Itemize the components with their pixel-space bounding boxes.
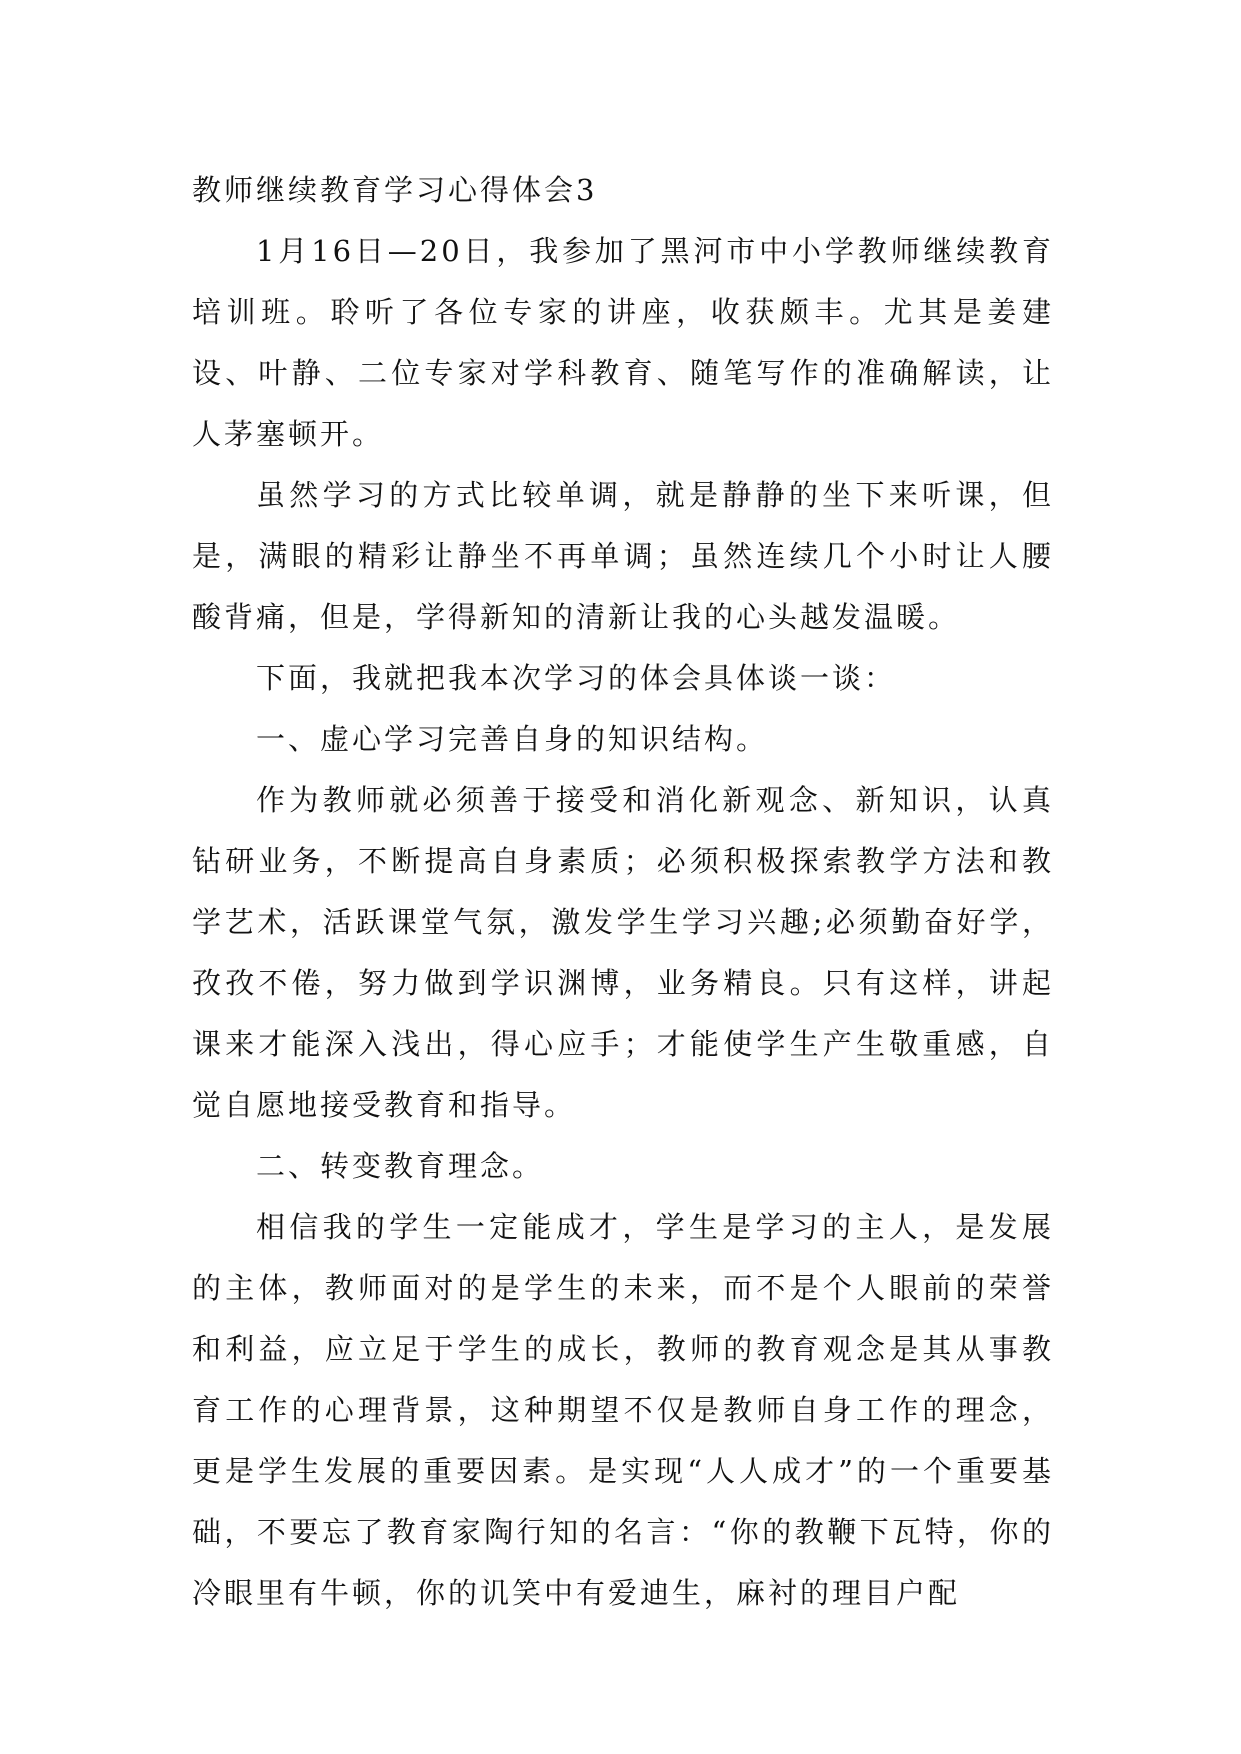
paragraph-study-experience: 虽然学习的方式比较单调，就是静静的坐下来听课，但是，满眼的精彩让静坐不再单调；虽然连续几个小时让人腰酸背痛，但是，学得新知的清新让我的心头越发温暖。	[192, 478, 1054, 634]
document-title: 教师继续教育学习心得体会3	[192, 173, 598, 207]
paragraph-section-one: 作为教师就必须善于接受和消化新观念、新知识，认真钻研业务，不断提高自身素质；必须积极探索教学方法和教学艺术，活跃课堂气氛，激发学生学习兴趣;必须勤奋好学，孜孜不倦，努力做到学识渊博，业务精良。只有这样，讲起课来才能深入浅出，得心应手；才能使学生产生敬重感，自觉自愿地接受教育和指导。	[192, 783, 1054, 1122]
paragraph-transition: 下面，我就把我本次学习的体会具体谈一谈：	[256, 661, 897, 695]
paragraph-section-two: 相信我的学生一定能成才，学生是学习的主人，是发展的主体，教师面对的是学生的未来，而不是个人眼前的荣誉和利益，应立足于学生的成长，教师的教育观念是其从事教育工作的心理背景，这种期望不仅是教师自身工作的理念，更是学生发展的重要因素。是实现“人人成才”的一个重要基础，不要忘了教育家陶行知的名言：“你的教鞭下瓦特，你的冷眼里有牛顿，你的讥笑中有爱迪生，麻衬的理目户配	[192, 1210, 1054, 1610]
document-body	[192, 160, 1054, 1624]
section-heading-one: 一、虚心学习完善自身的知识结构。	[256, 722, 769, 756]
section-heading-two: 二、转变教育理念。	[256, 1149, 545, 1183]
paragraph-intro: 1月16日—20日，我参加了黑河市中小学教师继续教育培训班。聆听了各位专家的讲座，收获颇丰。尤其是姜建设、叶静、二位专家对学科教育、随笔写作的准确解读，让人茅塞顿开。	[192, 234, 1054, 451]
